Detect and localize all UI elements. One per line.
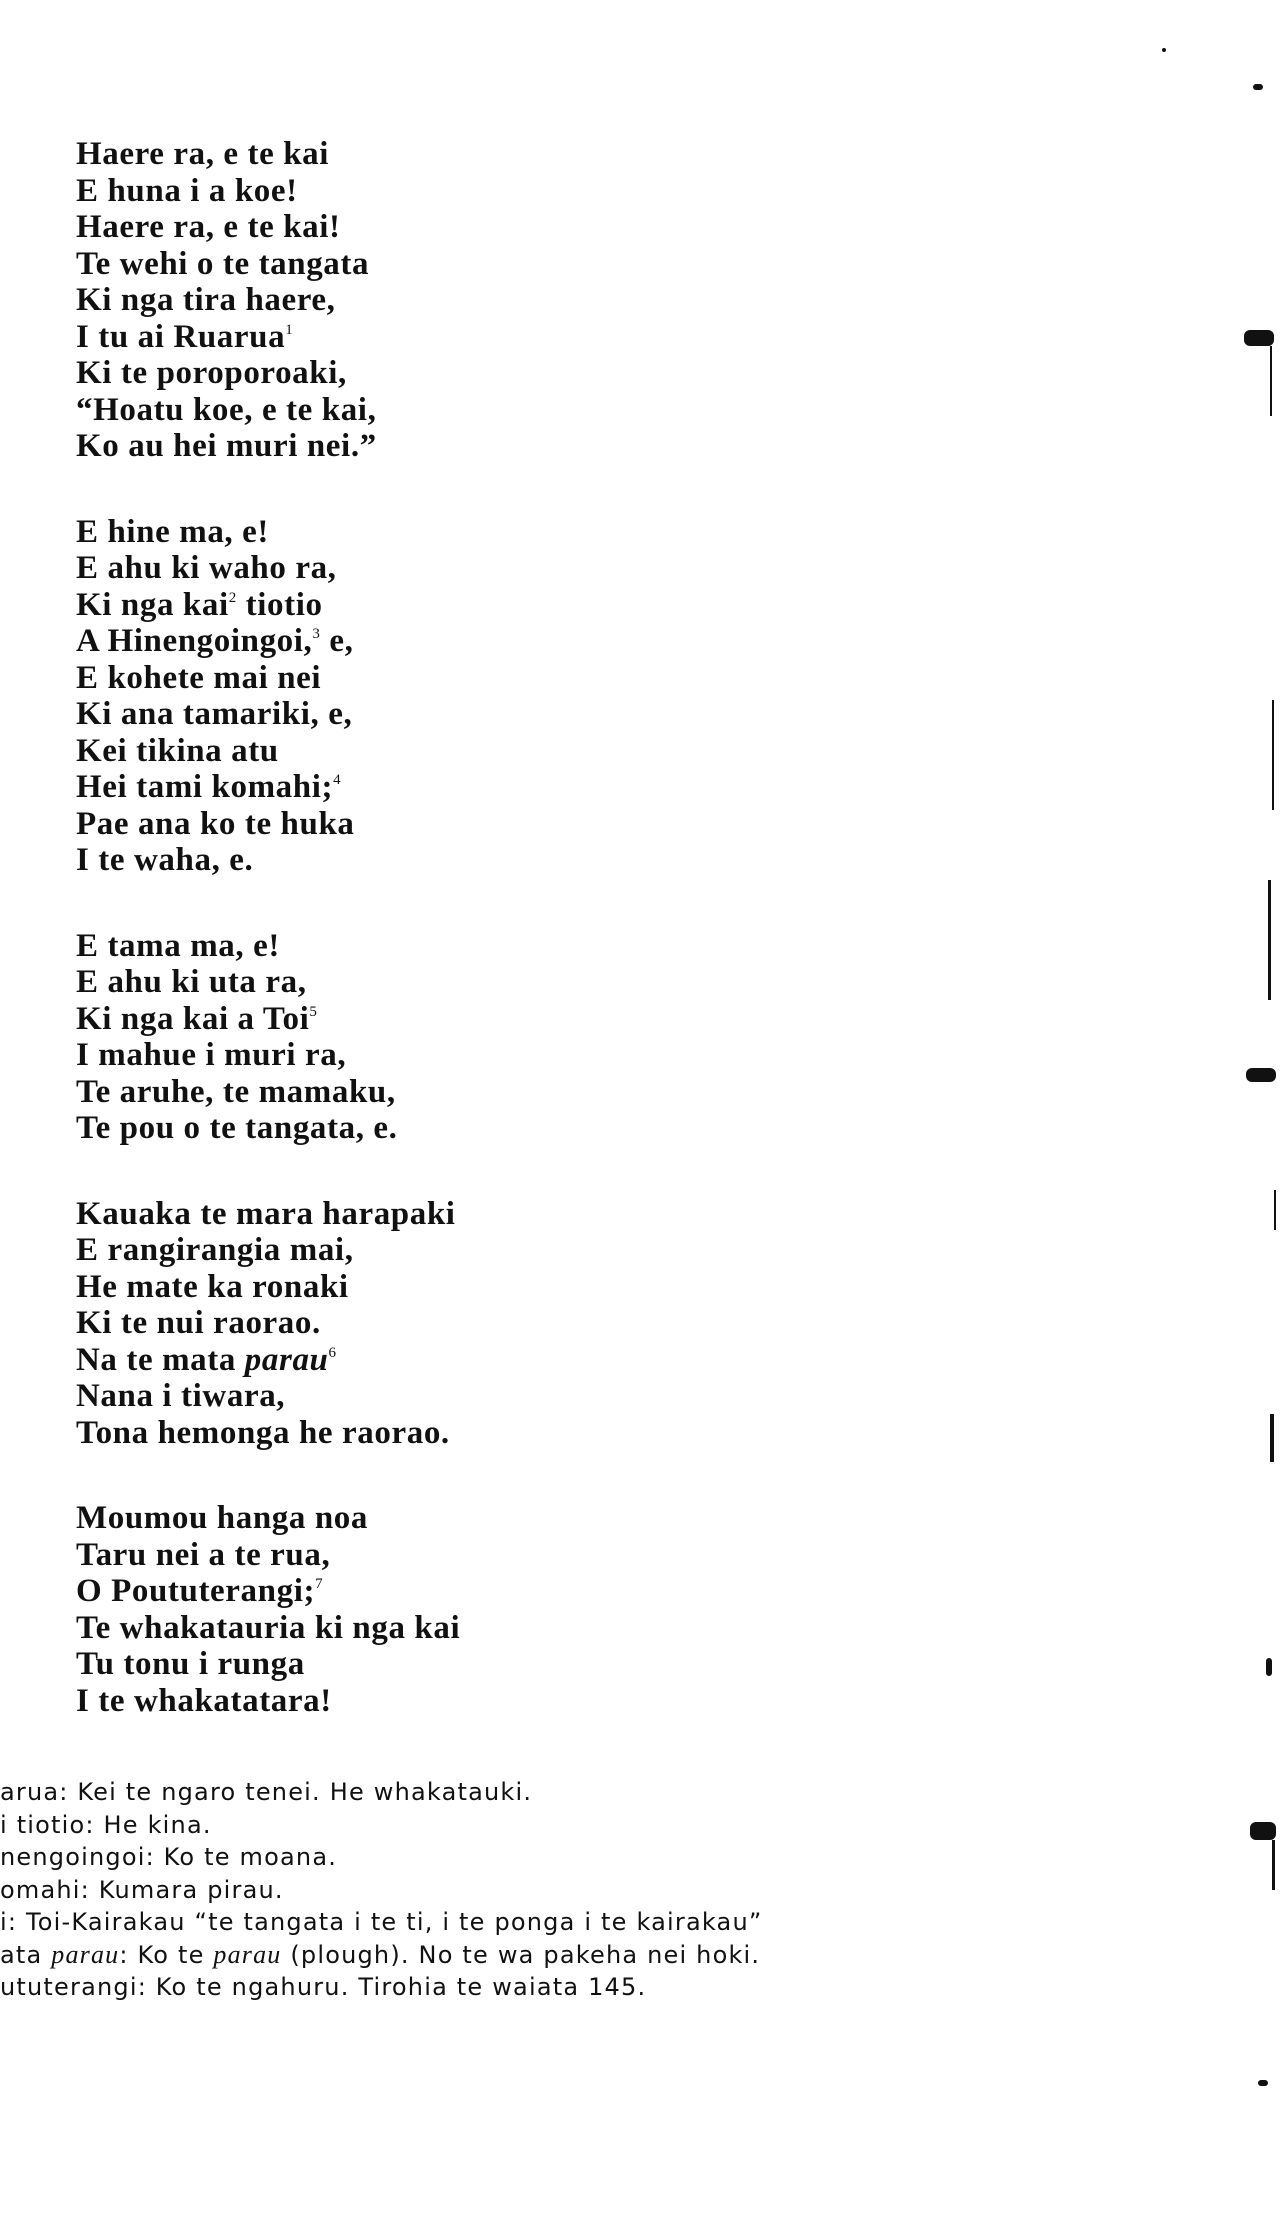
line-text: I te waha, e. [76, 842, 254, 878]
line-text: A Hinengoingoi, [76, 623, 313, 659]
poem-line [76, 355, 836, 392]
poem-line [76, 1683, 836, 1720]
stanza [76, 136, 836, 465]
poem-line [76, 1196, 836, 1233]
line-text: Kei tikina atu [76, 732, 279, 769]
line-text: Hei tami komahi; [76, 769, 334, 805]
footnote [0, 1776, 1100, 1809]
footnote-marker: 3 [312, 626, 321, 642]
poem-line [76, 1074, 836, 1111]
line-text: Te aruhe, te mamaku, [76, 1073, 396, 1110]
footnote [0, 1971, 1100, 2004]
poem-line [76, 1500, 836, 1537]
italic-word: parau [213, 1939, 282, 1969]
poem-line [76, 769, 836, 806]
line-text: Te wehi o te tangata [76, 245, 370, 282]
scan-mark [1162, 48, 1166, 52]
line-text: Ko au hei muri nei.” [76, 428, 377, 464]
footnote [0, 1809, 1100, 1842]
poem-line [76, 136, 836, 173]
italic-word: parau [51, 1939, 120, 1969]
note-text: nengoingoi: Ko te moana. [0, 1843, 338, 1871]
line-text: E kohete mai nei [76, 659, 322, 696]
footnote-marker: 7 [315, 1576, 324, 1592]
line-text: Pae ana ko te huka [76, 805, 355, 842]
poem-line [76, 392, 836, 429]
poem-line [76, 842, 836, 879]
scan-mark [1258, 2080, 1268, 2086]
footnote [0, 1841, 1100, 1874]
poem-line [76, 209, 836, 246]
note-text: (plough). No te wa pakeha nei hoki. [281, 1940, 761, 1969]
line-text: e, [320, 623, 354, 659]
poem-line [76, 1415, 836, 1452]
poem-line [76, 1610, 836, 1647]
line-text: Ki te nui raorao. [76, 1305, 321, 1341]
scan-mark [1270, 1414, 1274, 1462]
scan-mark [1270, 346, 1272, 416]
line-text: Ki nga kai a Toi [76, 1000, 310, 1037]
line-text: Ki nga tira haere, [76, 282, 336, 318]
scan-mark [1246, 1068, 1276, 1082]
poem-line [76, 623, 836, 660]
line-text: Te whakatauria ki nga kai [76, 1609, 461, 1646]
note-text: ata [0, 1940, 52, 1969]
poem-line [76, 1342, 836, 1379]
line-text: I te whakatatara! [76, 1682, 332, 1719]
line-text: Nana i tiwara, [76, 1378, 286, 1414]
line-text: He mate ka ronaki [76, 1268, 349, 1305]
note-text: : Ko te [119, 1940, 214, 1969]
poem-line [76, 696, 836, 733]
poem-line [76, 282, 836, 319]
poem-line [76, 1232, 836, 1269]
line-text: Ki nga kai [76, 586, 229, 623]
poem-line [76, 587, 836, 624]
line-text: E huna i a koe! [76, 172, 298, 209]
line-text: Haere ra, e te kai! [76, 209, 341, 245]
poem-line [76, 1037, 836, 1074]
note-text: i: Toi-Kairakau “te tangata i te ti, i te ponga i te kairakau” [0, 1908, 763, 1936]
poem-line [76, 1573, 836, 1610]
line-text: I tu ai Ruarua [76, 318, 286, 355]
line-text: Tona hemonga he raorao. [76, 1414, 450, 1451]
line-text: E ahu ki waho ra, [76, 550, 337, 586]
scan-mark [1253, 84, 1263, 90]
line-text: E ahu ki uta ra, [76, 964, 307, 1000]
poem-line [76, 660, 836, 697]
poem-line [76, 1110, 836, 1147]
scan-mark [1274, 1190, 1276, 1230]
poem-line [76, 1001, 836, 1038]
line-text: Tu tonu i runga [76, 1646, 305, 1682]
line-text: “Hoatu koe, e te kai, [76, 391, 377, 428]
scan-mark [1268, 880, 1271, 1000]
poem-line [76, 1378, 836, 1415]
footnote [0, 1906, 1100, 1939]
note-text: omahi: Kumara pirau. [0, 1875, 284, 1904]
scan-mark [1272, 1840, 1275, 1890]
scan-mark [1272, 700, 1274, 810]
line-text: Kauaka te mara harapaki [76, 1195, 456, 1232]
poem-line [76, 173, 836, 210]
poem-line [76, 246, 836, 283]
poem-line [76, 733, 836, 770]
footnote [0, 1939, 1100, 1972]
line-text: I mahue i muri ra, [76, 1037, 347, 1073]
stanza [76, 1500, 836, 1719]
poem-line [76, 514, 836, 551]
line-text: Te pou o te tangata, e. [76, 1110, 398, 1146]
stanza [76, 514, 836, 879]
poem-line [76, 928, 836, 965]
line-text: E tama ma, e! [76, 927, 280, 964]
poem-line [76, 964, 836, 1001]
stanza [76, 928, 836, 1147]
footnotes [0, 1776, 1100, 2004]
line-text: Taru nei a te rua, [76, 1536, 331, 1573]
footnote-marker: 2 [228, 589, 237, 606]
line-text: O Poututerangi; [76, 1573, 316, 1609]
poem-line [76, 806, 836, 843]
poem-line [76, 319, 836, 356]
poem-line [76, 1537, 836, 1574]
scan-mark [1266, 1658, 1272, 1676]
poem-line [76, 1646, 836, 1683]
line-text: Ki te poroporoaki, [76, 355, 347, 391]
note-text: ututerangi: Ko te ngahuru. Tirohia te waiata 145. [0, 1973, 647, 2001]
line-text: tiotio [236, 586, 323, 623]
footnote-marker: 5 [309, 1003, 318, 1020]
stanza [76, 1196, 836, 1452]
line-text: Moumou hanga noa [76, 1500, 369, 1536]
note-text: i tiotio: He kina. [0, 1810, 212, 1839]
poem-line [76, 550, 836, 587]
scan-mark [1244, 330, 1274, 346]
line-text: E hine ma, e! [76, 513, 269, 550]
note-text: arua: Kei te ngaro tenei. He whakatauki. [0, 1778, 533, 1806]
poem-line [76, 428, 836, 465]
italic-word: parau [244, 1341, 329, 1378]
line-text: E rangirangia mai, [76, 1232, 354, 1268]
poem-line [76, 1269, 836, 1306]
line-text: Ki ana tamariki, e, [76, 696, 353, 732]
footnote-marker: 6 [328, 1344, 337, 1361]
footnote-marker: 4 [333, 772, 342, 788]
poem-line [76, 1305, 836, 1342]
line-text: Na te mata [76, 1341, 245, 1378]
scan-mark [1250, 1822, 1276, 1840]
line-text: Haere ra, e te kai [76, 136, 330, 172]
footnote-marker: 1 [285, 321, 294, 338]
footnote [0, 1874, 1100, 1907]
poem [76, 136, 836, 1768]
